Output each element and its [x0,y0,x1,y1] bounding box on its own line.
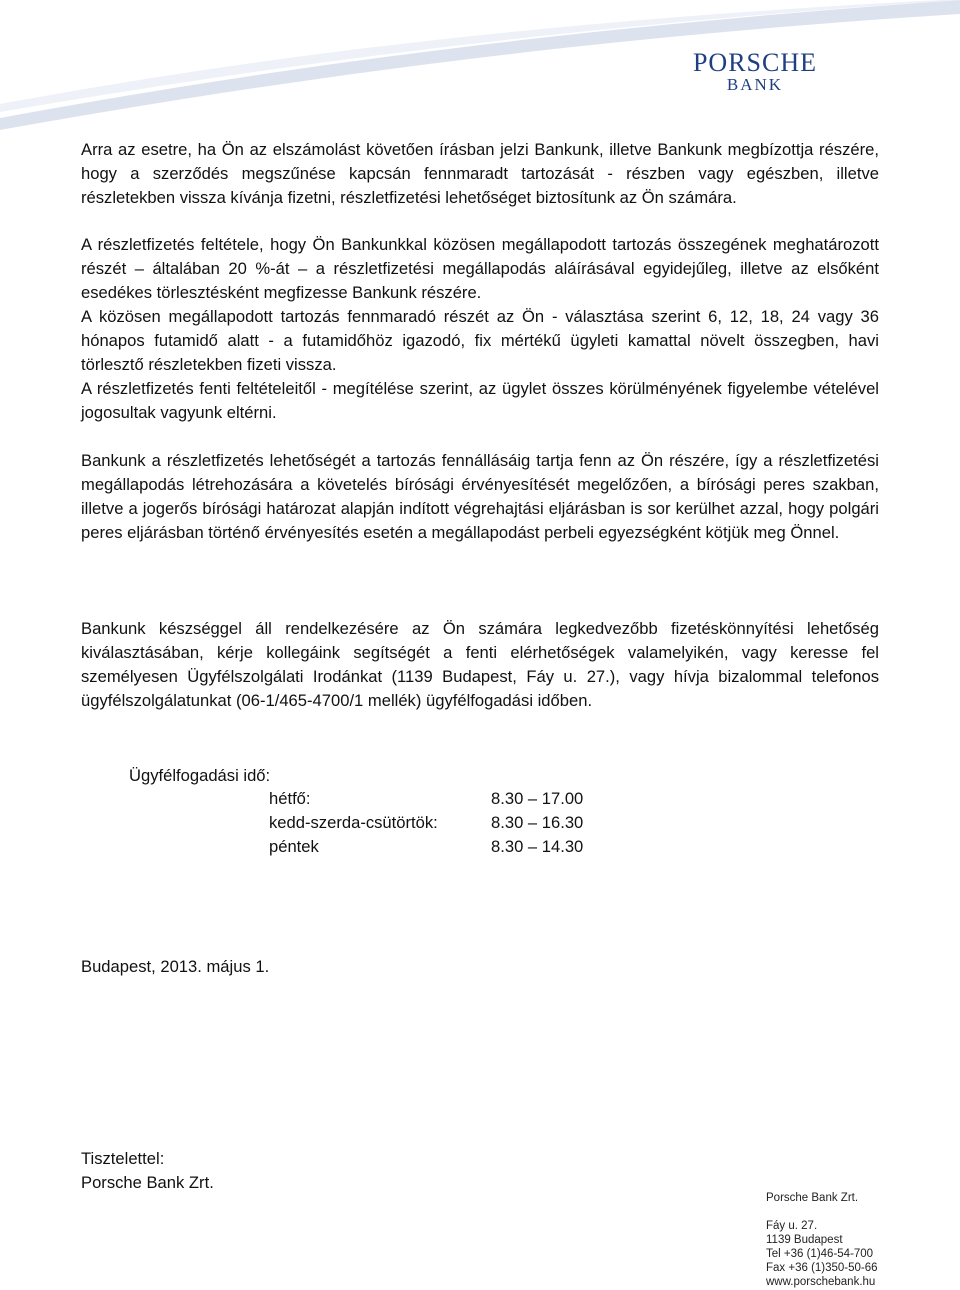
office-hours-time: 8.30 – 14.30 [491,837,584,856]
logo-line-1: PORSCHE [692,48,818,77]
office-hours-day: péntek [269,837,319,856]
office-hours-title: Ügyfélfogadási idő: [129,766,271,785]
paragraph-installment-availability: Bankunk a részletfizetés lehetőségét a tartozás fennállásáig tartja fenn az Ön részére, így a részletfizetési megállapodás létrehozására a követelés bírósági érvényesítését megelőzően, a bírósági peres szakban, illetve a jogerős bírósági határozat alapján indított végrehajtási eljárásban is sor kerülhet azzal, hogy polgári peres eljárásban történő érvényesítés esetén a megállapodást perbeli egyezségként kötjük meg Önnel. [81,451,879,542]
footer-spacer [766,1205,878,1219]
office-hours-day: hétfő: [269,789,311,808]
conditions-part-1: A részletfizetés feltétele, hogy Ön Bankunkkal közösen megállapodott tartozás összegének meghatározott részét – általában 20 %-át – a részletfizetési megállapodás aláírásával egyidejűleg, illetve az elsőként esedékes törlesztésként megfizesse Bankunk részére. [81,235,879,302]
porsche-bank-logo [652,50,858,94]
paragraph-contact-offer: Bankunk készséggel áll rendelkezésére az Ön számára legkedvezőbb fizetéskönnyítési lehetőség kiválasztásában, kérje kollegáink segítségét a fenti elérhetőségek valamelyikén, vagy keresse fel személyesen Ügyfélszolgálati Irodánkat (1139 Budapest, Fáy u. 27.), vagy hívja bizalommal telefonos ügyfélszolgálatunkat (06-1/465-4700/1 mellék) ügyfélfogadási időben. [81,619,879,710]
footer-city: 1139 Budapest [766,1234,843,1246]
closing-block [81,1147,214,1195]
paragraph-installment-conditions [81,233,879,425]
closing-greeting: Tisztelettel: [81,1149,165,1168]
footer-address-block [766,1191,878,1289]
footer-website-link[interactable]: www.porschebank.hu [766,1276,876,1288]
office-hours-day: kedd-szerda-csütörtök: [269,813,438,832]
conditions-part-3: A részletfizetés fenti feltételeitől - megítélése szerint, az ügylet összes körülményének figyelembe vételével jogosultak vagyunk eltérni. [81,379,879,422]
footer-company: Porsche Bank Zrt. [766,1192,859,1204]
conditions-part-2: A közösen megállapodott tartozás fennmaradó részét az Ön - választása szerint 6, 12, 18, 24 vagy 36 hónapos futamidő alatt - a futamidőhöz igazodó, fix mértékű ügyleti kamattal növelt összegben, havi törlesztő részletekben fizeti vissza. [81,307,879,374]
closing-signature: Porsche Bank Zrt. [81,1173,214,1192]
footer-street: Fáy u. 27. [766,1220,818,1232]
office-hours-time: 8.30 – 17.00 [491,789,584,808]
logo-line-2: BANK [726,75,784,94]
office-hours-time: 8.30 – 16.30 [491,813,584,832]
footer-phone: Tel +36 (1)46-54-700 [766,1248,874,1260]
footer-fax: Fax +36 (1)350-50-66 [766,1262,878,1274]
paragraph-installment-offer: Arra az esetre, ha Ön az elszámolást követően írásban jelzi Bankunk, illetve Bankunk megbízottja részére, hogy a szerződés megszűnése kapcsán fennmaradt tartozását - részben vagy egészben, illetve részletekben vissza kívánja fizetni, részletfizetési lehetőséget biztosítunk az Ön számára. [81,140,879,207]
letter-date: Budapest, 2013. május 1. [81,957,270,976]
